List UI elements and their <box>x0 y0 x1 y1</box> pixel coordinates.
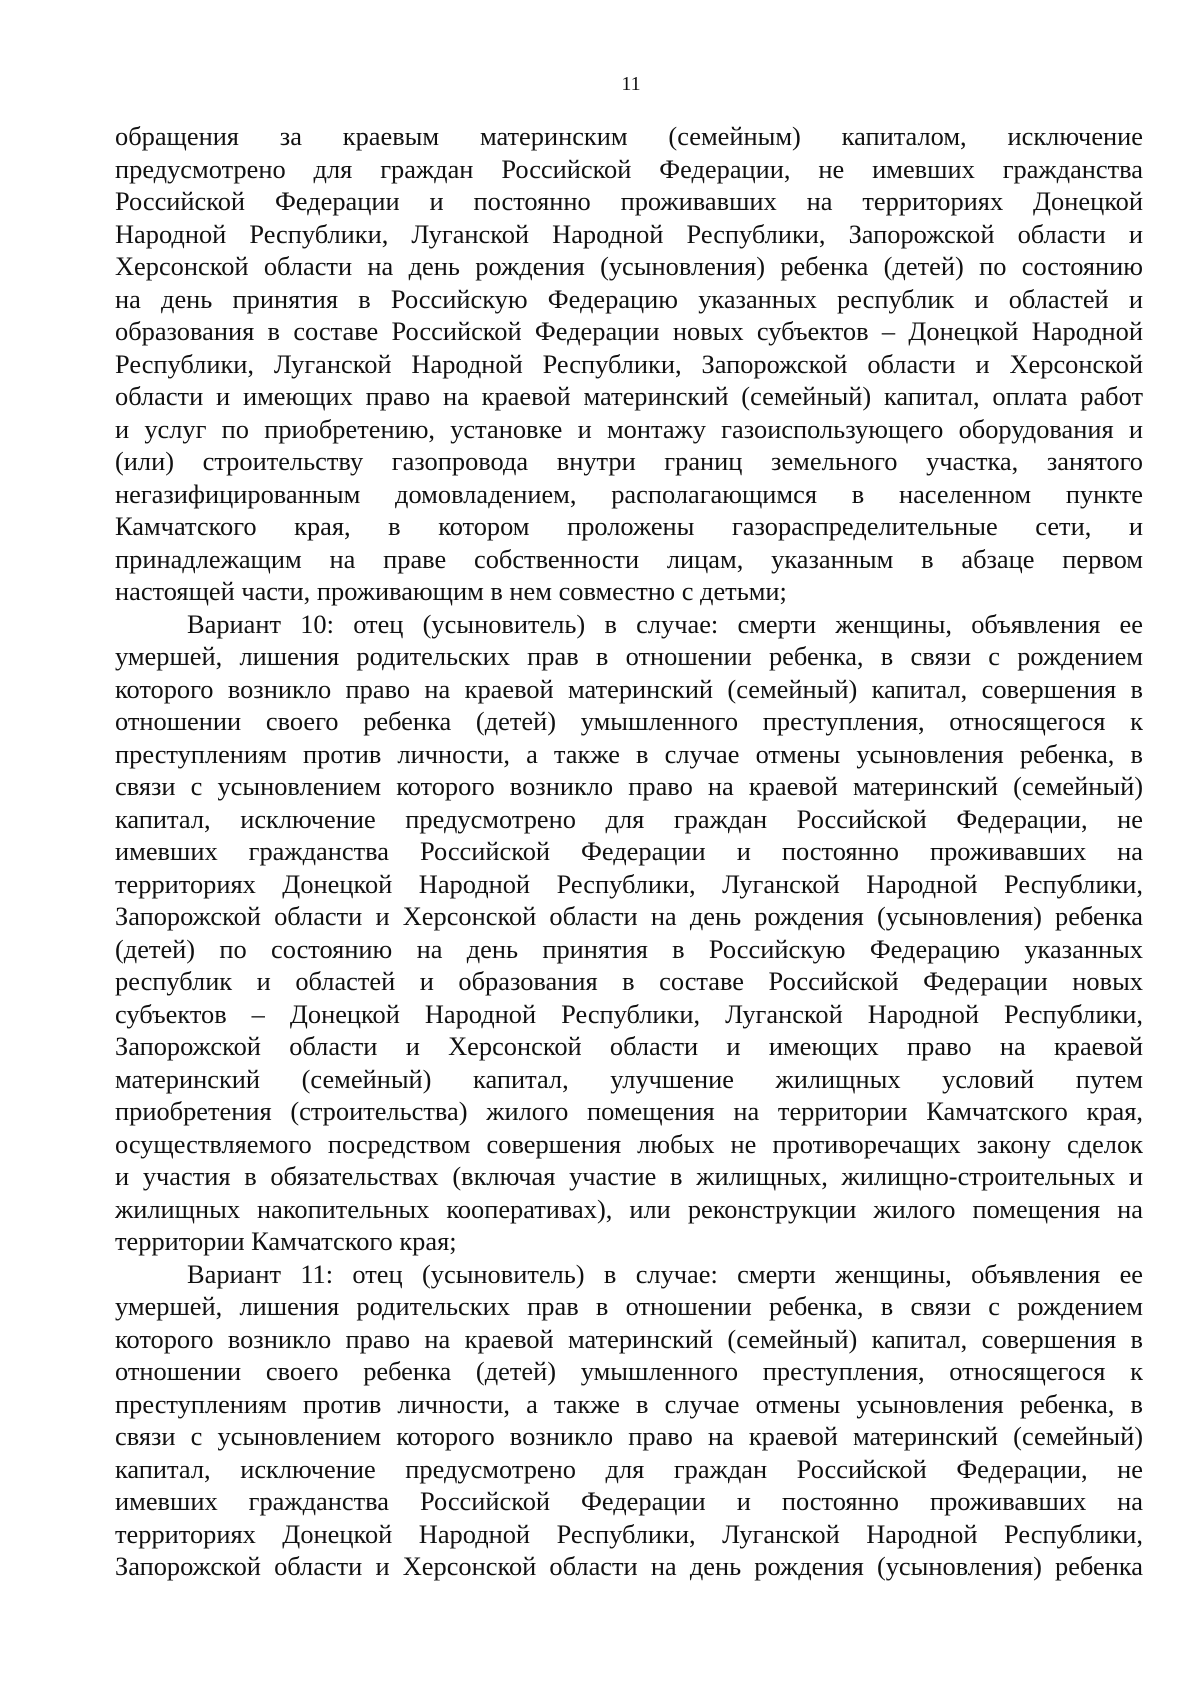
text-line: Народной Республики, Луганской Народной Республики, Запорожской области и <box>115 218 1143 249</box>
text-line: Запорожской области и Херсонской области и имеющих право на краевой <box>115 1031 1143 1061</box>
text-line: преступлениям против личности, а также в случае отмены усыновления ребенка, в <box>115 1388 1143 1419</box>
text-line: обращения за краевым материнским (семейным) капиталом, исключение <box>115 121 1143 151</box>
text-line: на день принятия в Российскую Федерацию указанных республик и областей и <box>115 283 1143 314</box>
text-line: капитал, исключение предусмотрено для граждан Российской Федерации, не <box>115 1453 1143 1484</box>
text-line: отношении своего ребенка (детей) умышленного преступления, относящегося к <box>115 706 1143 736</box>
text-line: капитал, исключение предусмотрено для граждан Российской Федерации, не <box>115 803 1143 834</box>
text-line: Российской Федерации и постоянно проживавших на территориях Донецкой <box>115 186 1143 216</box>
text-line: Вариант 11: отец (усыновитель) в случае: смерти женщины, объявления ее <box>187 1258 1143 1289</box>
text-line: приобретения (строительства) жилого помещения на территории Камчатского края, <box>115 1096 1143 1126</box>
text-line: отношении своего ребенка (детей) умышленного преступления, относящегося к <box>115 1356 1143 1386</box>
paragraph-continuation <box>115 120 1143 608</box>
text-line: умершей, лишения родительских прав в отношении ребенка, в связи с рождением <box>115 1291 1143 1321</box>
text-line: связи с усыновлением которого возникло право на краевой материнский (семейный) <box>115 1421 1143 1451</box>
text-line: преступлениям против личности, а также в случае отмены усыновления ребенка, в <box>115 738 1143 769</box>
text-line: связи с усыновлением которого возникло право на краевой материнский (семейный) <box>115 771 1143 801</box>
document-body <box>115 120 1143 1583</box>
text-line: которого возникло право на краевой материнский (семейный) капитал, совершения в <box>115 1323 1143 1354</box>
text-line: Запорожской области и Херсонской области на день рождения (усыновления) ребенка <box>115 1551 1143 1581</box>
page-number: 11 <box>621 73 641 95</box>
text-line: принадлежащим на праве собственности лицам, указанным в абзаце первом <box>115 543 1143 574</box>
text-line: республик и областей и образования в составе Российской Федерации новых <box>115 966 1143 996</box>
text-line: территории Камчатского края; <box>115 1226 457 1256</box>
text-line: Вариант 10: отец (усыновитель) в случае: смерти женщины, объявления ее <box>187 608 1143 639</box>
text-line: осуществляемого посредством совершения любых не противоречащих закону сделок <box>115 1128 1143 1159</box>
text-line: предусмотрено для граждан Российской Федерации, не имевших гражданства <box>115 153 1143 184</box>
text-line: Камчатского края, в котором проложены газораспределительные сети, и <box>115 511 1143 541</box>
text-line: которого возникло право на краевой материнский (семейный) капитал, совершения в <box>115 673 1143 704</box>
paragraph-variant-11 <box>115 1258 1143 1583</box>
text-line: территориях Донецкой Народной Республики, Луганской Народной Республики, <box>115 1518 1143 1549</box>
text-line: (детей) по состоянию на день принятия в Российскую Федерацию указанных <box>115 933 1143 964</box>
text-line: (или) строительству газопровода внутри границ земельного участка, занятого <box>115 446 1143 476</box>
text-line: умершей, лишения родительских прав в отношении ребенка, в связи с рождением <box>115 641 1143 671</box>
paragraph-variant-10 <box>115 608 1143 1258</box>
text-line: территориях Донецкой Народной Республики, Луганской Народной Республики, <box>115 868 1143 899</box>
text-line: Республики, Луганской Народной Республики, Запорожской области и Херсонской <box>115 348 1143 379</box>
text-line: и услуг по приобретению, установке и монтажу газоиспользующего оборудования и <box>115 413 1143 444</box>
text-line: Херсонской области на день рождения (усыновления) ребенка (детей) по состоянию <box>115 251 1143 281</box>
text-line: имевших гражданства Российской Федерации и постоянно проживавших на <box>115 836 1143 866</box>
text-line: имевших гражданства Российской Федерации и постоянно проживавших на <box>115 1486 1143 1516</box>
text-line: материнский (семейный) капитал, улучшение жилищных условий путем <box>115 1063 1143 1094</box>
text-line: области и имеющих право на краевой материнский (семейный) капитал, оплата работ <box>115 381 1143 411</box>
text-line: субъектов – Донецкой Народной Республики, Луганской Народной Республики, <box>115 998 1143 1029</box>
text-line: негазифицированным домовладением, располагающимся в населенном пункте <box>115 478 1143 509</box>
text-line: жилищных накопительных кооперативах), или реконструкции жилого помещения на <box>115 1193 1143 1224</box>
text-line: настоящей части, проживающим в нем совместно с детьми; <box>115 576 787 606</box>
text-line: образования в составе Российской Федерации новых субъектов – Донецкой Народной <box>115 316 1143 346</box>
text-line: и участия в обязательствах (включая участие в жилищных, жилищно-строительных и <box>115 1161 1143 1191</box>
text-line: Запорожской области и Херсонской области на день рождения (усыновления) ребенка <box>115 901 1143 931</box>
